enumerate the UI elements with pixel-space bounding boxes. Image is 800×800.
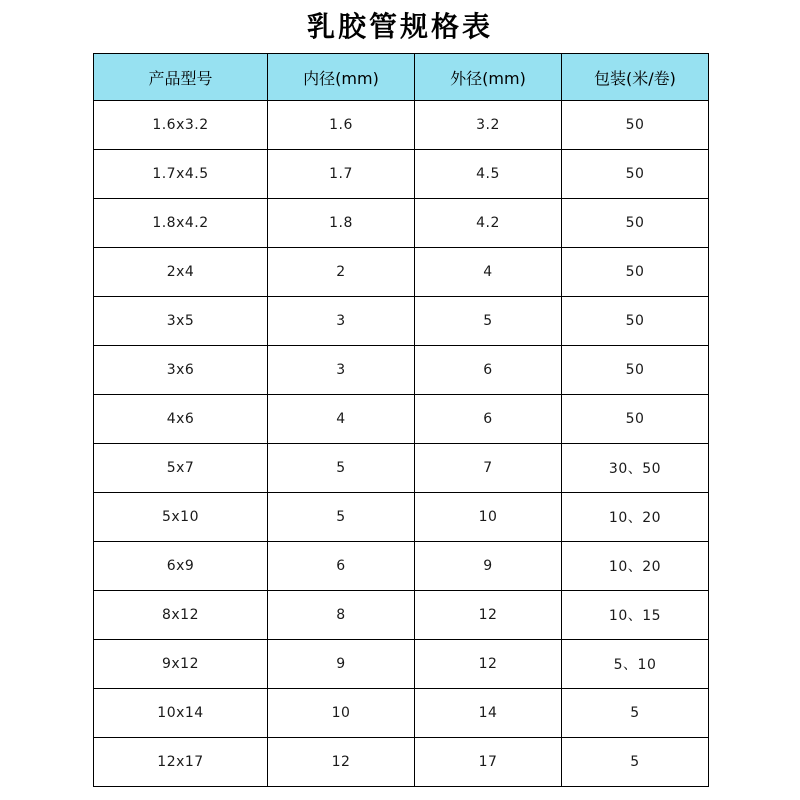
cell-packaging: 50 [562,248,709,297]
cell-inner-diameter: 1.7 [268,150,415,199]
cell-outer-diameter: 6 [415,395,562,444]
cell-model: 3x5 [94,297,268,346]
header-outer-diameter: 外径(mm) [415,54,562,101]
cell-outer-diameter: 4.5 [415,150,562,199]
cell-model: 12x17 [94,738,268,787]
table-row [94,199,709,248]
cell-model: 1.8x4.2 [94,199,268,248]
header-inner-diameter: 内径(mm) [268,54,415,101]
cell-inner-diameter: 3 [268,346,415,395]
cell-outer-diameter: 12 [415,591,562,640]
header-model: 产品型号 [94,54,268,101]
cell-outer-diameter: 14 [415,689,562,738]
table-row [94,640,709,689]
table-row [94,689,709,738]
cell-model: 8x12 [94,591,268,640]
cell-packaging: 5 [562,689,709,738]
cell-model: 10x14 [94,689,268,738]
cell-packaging: 50 [562,199,709,248]
cell-packaging: 10、20 [562,542,709,591]
cell-inner-diameter: 5 [268,444,415,493]
cell-outer-diameter: 6 [415,346,562,395]
cell-inner-diameter: 8 [268,591,415,640]
cell-packaging: 30、50 [562,444,709,493]
cell-outer-diameter: 5 [415,297,562,346]
cell-model: 4x6 [94,395,268,444]
table-row [94,493,709,542]
cell-outer-diameter: 3.2 [415,101,562,150]
table-row [94,738,709,787]
cell-inner-diameter: 4 [268,395,415,444]
table-row [94,542,709,591]
spec-table [93,53,709,787]
cell-model: 5x7 [94,444,268,493]
cell-inner-diameter: 9 [268,640,415,689]
cell-outer-diameter: 10 [415,493,562,542]
cell-model: 3x6 [94,346,268,395]
cell-packaging: 50 [562,346,709,395]
cell-inner-diameter: 1.8 [268,199,415,248]
header-row [94,54,709,101]
table-row [94,395,709,444]
cell-model: 2x4 [94,248,268,297]
cell-packaging: 5、10 [562,640,709,689]
cell-packaging: 50 [562,101,709,150]
cell-inner-diameter: 10 [268,689,415,738]
cell-model: 6x9 [94,542,268,591]
cell-packaging: 10、20 [562,493,709,542]
cell-outer-diameter: 17 [415,738,562,787]
cell-outer-diameter: 7 [415,444,562,493]
table-body [94,101,709,787]
table-row [94,444,709,493]
table-row [94,297,709,346]
cell-outer-diameter: 4 [415,248,562,297]
cell-inner-diameter: 2 [268,248,415,297]
table-row [94,101,709,150]
table-row [94,150,709,199]
cell-inner-diameter: 3 [268,297,415,346]
cell-model: 1.6x3.2 [94,101,268,150]
cell-packaging: 50 [562,297,709,346]
cell-inner-diameter: 5 [268,493,415,542]
cell-outer-diameter: 4.2 [415,199,562,248]
cell-packaging: 5 [562,738,709,787]
cell-inner-diameter: 6 [268,542,415,591]
cell-packaging: 10、15 [562,591,709,640]
table-row [94,591,709,640]
cell-outer-diameter: 12 [415,640,562,689]
page-title: 乳胶管规格表 [306,10,493,43]
cell-inner-diameter: 1.6 [268,101,415,150]
cell-packaging: 50 [562,395,709,444]
cell-inner-diameter: 12 [268,738,415,787]
header-packaging: 包装(米/卷) [562,54,709,101]
cell-model: 1.7x4.5 [94,150,268,199]
cell-packaging: 50 [562,150,709,199]
table-header [94,54,709,101]
cell-outer-diameter: 9 [415,542,562,591]
cell-model: 9x12 [94,640,268,689]
table-row [94,248,709,297]
table-row [94,346,709,395]
cell-model: 5x10 [94,493,268,542]
